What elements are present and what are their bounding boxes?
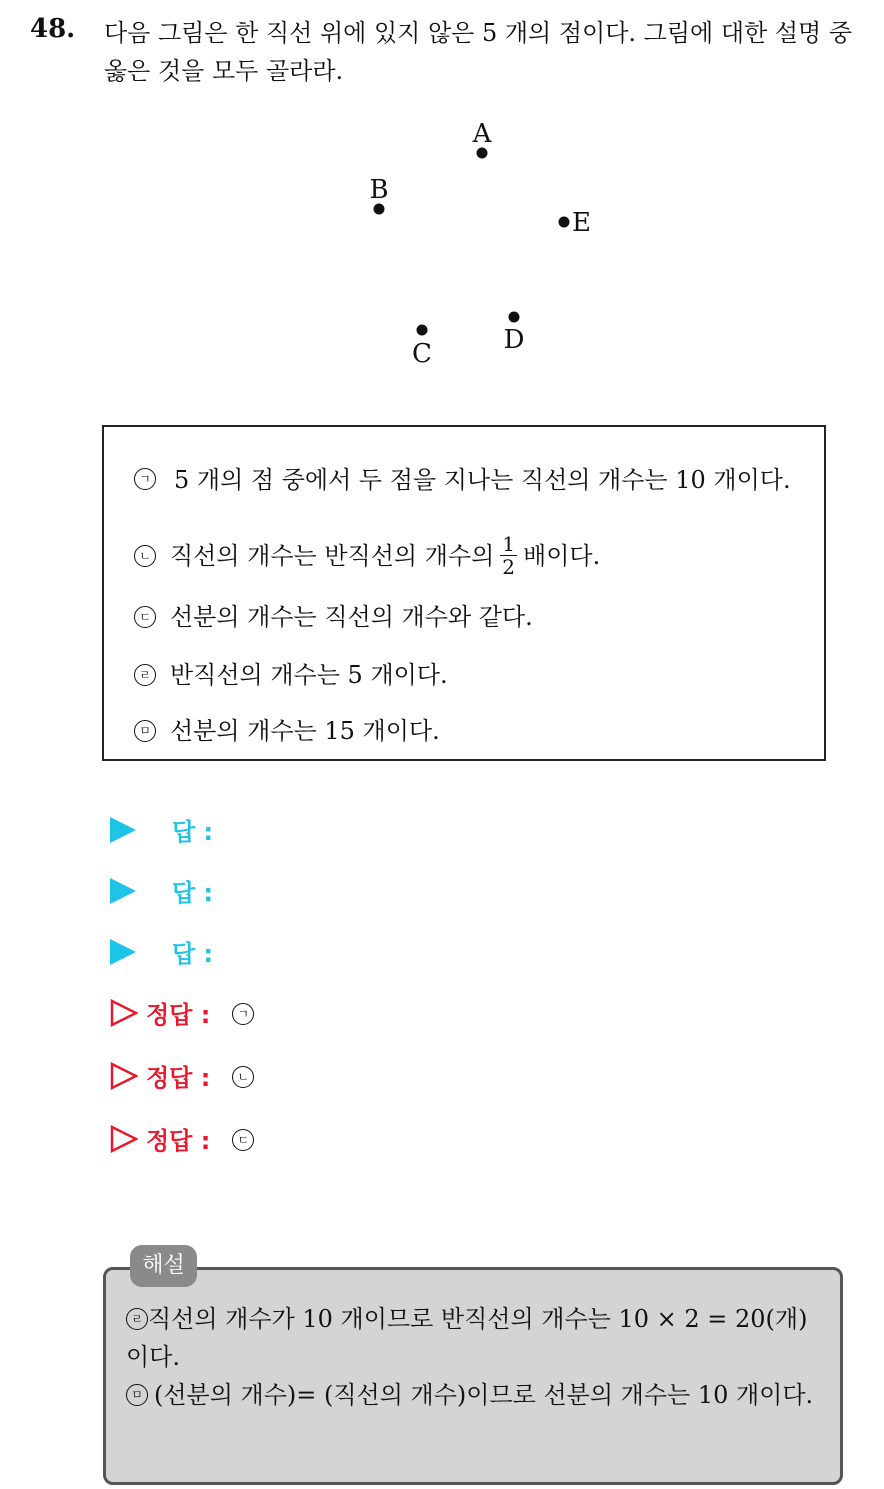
- correct-answer-row-2: [110, 1058, 254, 1093]
- svg-text:E: E: [572, 208, 591, 238]
- correct-value: ㄱ: [232, 1003, 254, 1025]
- svg-text:A: A: [472, 119, 492, 149]
- explanation-text: [126, 1300, 831, 1414]
- circled-mark: ㄹ: [126, 1308, 148, 1330]
- explanation-line-2: ㅁ (선분의 개수)= (직선의 개수)이므로 선분의 개수는 10 개이다.: [126, 1376, 831, 1414]
- explanation-box: [103, 1267, 843, 1485]
- circled-mark: ㅁ: [126, 1384, 148, 1406]
- options-box: [102, 425, 826, 761]
- outline-arrow-icon: [110, 1125, 138, 1153]
- answer-row-3: [110, 934, 213, 969]
- point-b: [369, 175, 388, 215]
- answer-label: 답 :: [172, 940, 214, 968]
- outline-arrow-icon: [110, 1062, 138, 1090]
- fraction-one-half: $\frac{1}{2}$: [502, 532, 516, 579]
- option-5: [134, 712, 440, 750]
- question-text: 다음 그림은 한 직선 위에 있지 않은 5 개의 점이다. 그림에 대한 설명 중 옳은 것을 모두 골라라.: [104, 19, 853, 85]
- option-3: [134, 598, 533, 636]
- option-text: 직선의 개수는 반직선의 개수의: [170, 542, 495, 570]
- point-c: [412, 325, 432, 370]
- option-text: 선분의 개수는 직선의 개수와 같다.: [170, 603, 533, 631]
- circled-mark: ㄱ: [134, 468, 156, 490]
- correct-answer-row-1: [110, 995, 254, 1030]
- correct-label: 정답 :: [146, 1127, 211, 1155]
- option-text: 선분의 개수는 15 개이다.: [170, 717, 440, 745]
- points-figure: [0, 100, 884, 400]
- arrow-icon: [110, 939, 136, 965]
- answer-row-1: [110, 812, 213, 847]
- outline-arrow-icon: [110, 999, 138, 1027]
- option-text: 반직선의 개수는 5 개이다.: [170, 661, 448, 689]
- correct-value: ㄴ: [232, 1066, 254, 1088]
- correct-label: 정답 :: [146, 1064, 211, 1092]
- circled-mark: ㄹ: [134, 664, 156, 686]
- explanation-tag: 해설: [130, 1245, 197, 1287]
- point-e: [559, 208, 591, 238]
- answer-label: 답 :: [172, 818, 214, 846]
- option-text-after: 배이다.: [523, 542, 601, 570]
- correct-value: ㄷ: [232, 1129, 254, 1151]
- question-number: 48.: [30, 14, 76, 44]
- arrow-icon: [110, 817, 136, 843]
- svg-text:D: D: [503, 325, 525, 355]
- answer-label: 답 :: [172, 879, 214, 907]
- circled-mark: ㄷ: [134, 606, 156, 628]
- correct-label: 정답 :: [146, 1001, 211, 1029]
- option-4: [134, 656, 448, 694]
- circled-mark: ㅁ: [134, 720, 156, 742]
- svg-text:B: B: [369, 175, 389, 205]
- point-a: [472, 119, 493, 159]
- option-text: 5 개의 점 중에서 두 점을 지나는 직선의 개수는 10 개이다.: [174, 466, 791, 494]
- option-1: [134, 461, 794, 499]
- explanation-line-1: ㄹ 직선의 개수가 10 개이므로 반직선의 개수는 10 × 2 = 20(개) 이다.: [126, 1305, 808, 1371]
- circled-mark: ㄴ: [134, 545, 156, 567]
- point-d: [504, 312, 525, 356]
- svg-text:C: C: [412, 339, 432, 369]
- answer-row-2: [110, 873, 213, 908]
- arrow-icon: [110, 878, 136, 904]
- option-2: [134, 532, 601, 580]
- correct-answer-row-3: [110, 1121, 254, 1156]
